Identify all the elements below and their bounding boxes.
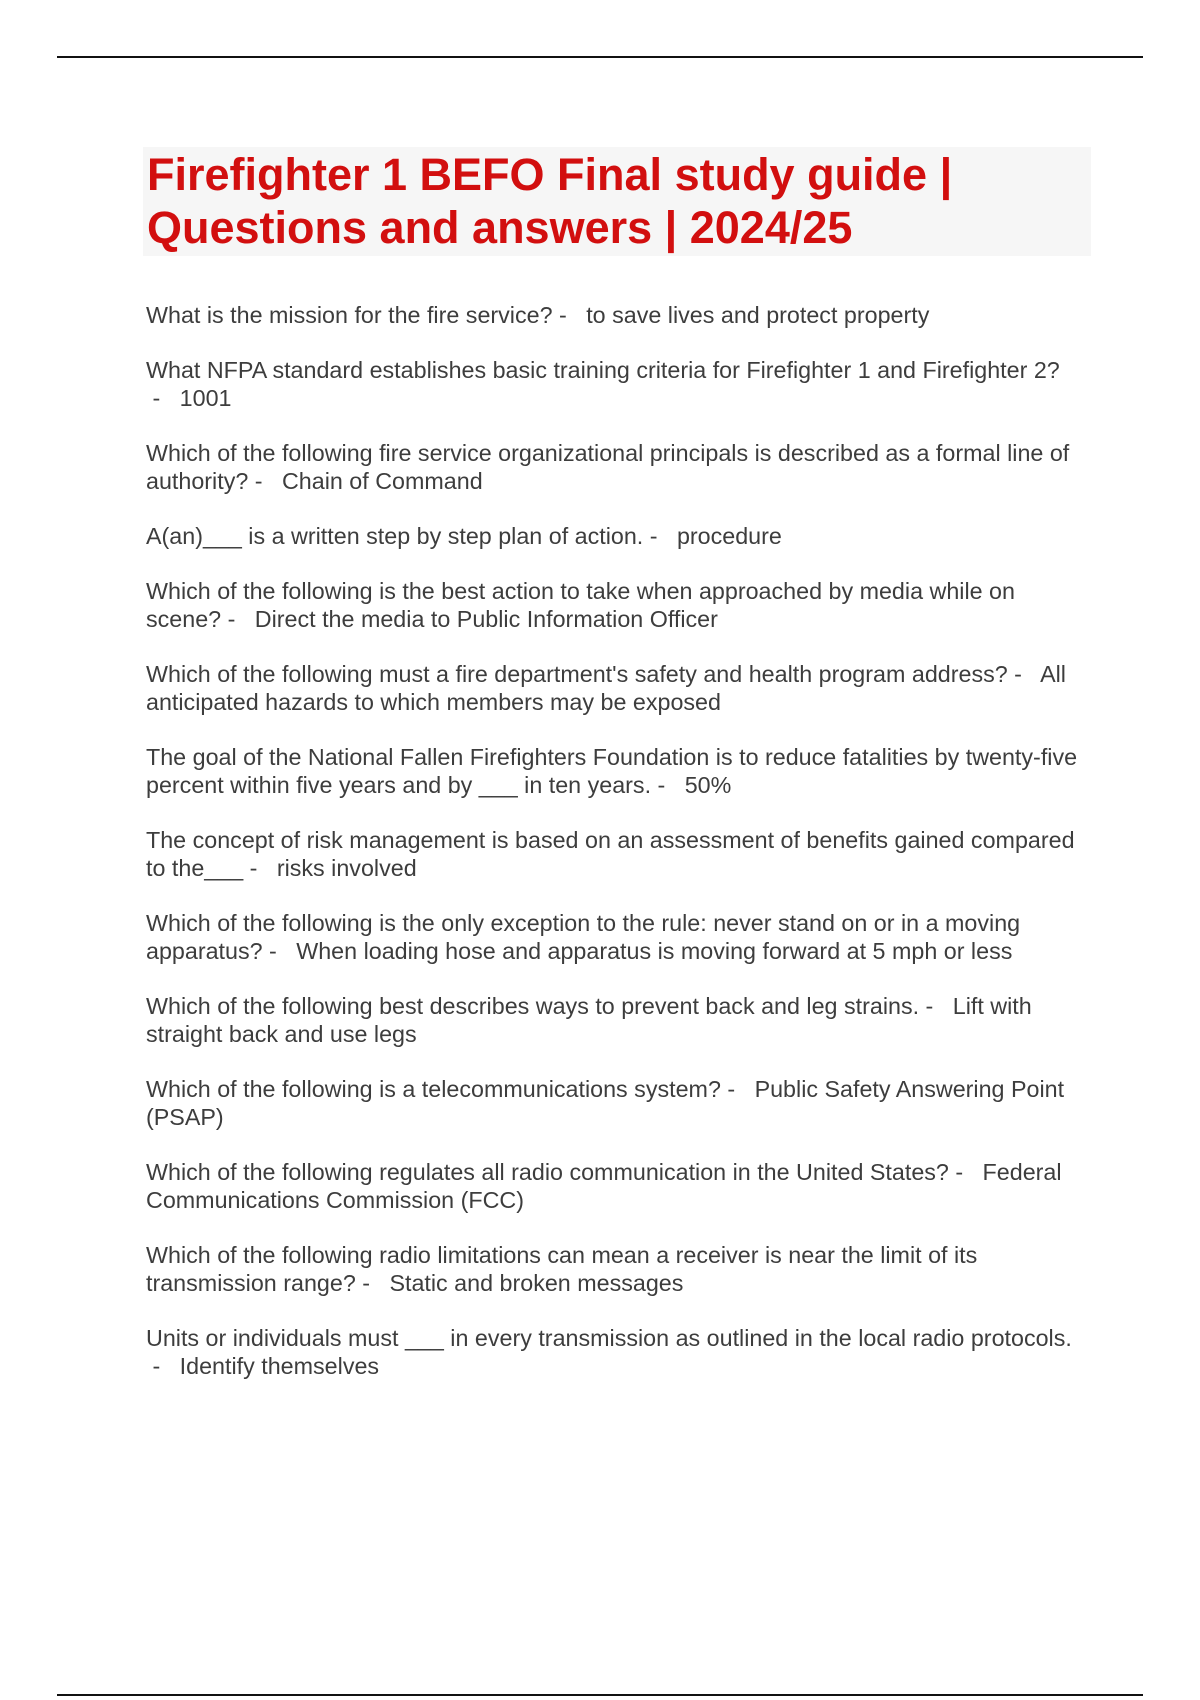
qa-item [146, 439, 1086, 495]
qa-item [146, 356, 1086, 412]
question-text: Which of the following fire service organizational principals is described as a formal line of authority? [146, 440, 1070, 494]
qa-separator: - [919, 993, 953, 1019]
answer-text: Direct the media to Public Information Officer [254, 606, 718, 632]
qa-separator: - [243, 855, 277, 881]
qa-item [146, 992, 1086, 1048]
qa-separator: - [221, 606, 255, 632]
qa-separator: - [643, 523, 677, 549]
question-text: The concept of risk management is based on an assessment of benefits gained compared to the___ [146, 827, 1075, 881]
question-text: The goal of the National Fallen Firefighters Foundation is to reduce fatalities by twenty-five percent within five years and by ___ in ten years. [146, 744, 1078, 798]
qa-separator: - [651, 772, 685, 798]
qa-item [146, 909, 1086, 965]
answer-text: Identify themselves [179, 1353, 380, 1379]
answer-text: All anticipated hazards to which members may be exposed [146, 661, 1066, 715]
question-text: Which of the following must a fire department's safety and health program address? [146, 661, 1008, 687]
qa-separator: - [146, 1353, 180, 1379]
question-text: A(an)___ is a written step by step plan of action. [146, 523, 644, 549]
answer-text: Lift with straight back and use legs [146, 993, 1032, 1047]
question-text: Which of the following radio limitations can mean a receiver is near the limit of its transmission range? [146, 1242, 978, 1296]
qa-separator: - [248, 468, 282, 494]
answer-text: 1001 [179, 385, 232, 411]
qa-separator: - [262, 938, 297, 964]
qa-item [146, 577, 1086, 633]
qa-item [146, 1241, 1086, 1297]
question-text: Which of the following is the only exception to the rule: never stand on or in a moving apparatus? [146, 910, 1021, 964]
qa-item [146, 660, 1086, 716]
qa-separator: - [355, 1270, 390, 1296]
answer-text: to save lives and protect property [586, 302, 930, 328]
qa-item [146, 1324, 1086, 1380]
title-banner [143, 147, 1091, 256]
qa-separator: - [146, 385, 180, 411]
question-text: Which of the following best describes ways to prevent back and leg strains. [146, 993, 920, 1019]
question-text: Which of the following regulates all radio communication in the United States? [146, 1159, 949, 1185]
qa-separator: - [1007, 661, 1041, 687]
qa-item [146, 1158, 1086, 1214]
bottom-rule [57, 1694, 1143, 1696]
question-text: What NFPA standard establishes basic training criteria for Firefighter 1 and Firefighter 2? [146, 357, 1060, 383]
question-text: Units or individuals must ___ in every transmission as outlined in the local radio protocols. [146, 1325, 1072, 1351]
answer-text: procedure [676, 523, 782, 549]
answer-text: Public Safety Answering Point (PSAP) [146, 1076, 1065, 1130]
qa-item [146, 743, 1086, 799]
qa-list [146, 301, 1086, 1407]
qa-separator: - [552, 302, 587, 328]
answer-text: 50% [684, 772, 732, 798]
qa-separator: - [720, 1076, 755, 1102]
question-text: What is the mission for the fire service? [146, 302, 553, 328]
qa-separator: - [948, 1159, 983, 1185]
answer-text: Chain of Command [281, 468, 483, 494]
top-rule [57, 56, 1143, 58]
document-title: Firefighter 1 BEFO Final study guide | Questions and answers | 2024/25 [147, 149, 953, 253]
answer-text: Static and broken messages [389, 1270, 684, 1296]
qa-item [146, 522, 1086, 550]
answer-text: Federal Communications Commission (FCC) [146, 1159, 1062, 1213]
qa-item [146, 826, 1086, 882]
answer-text: risks involved [276, 855, 417, 881]
answer-text: When loading hose and apparatus is moving forward at 5 mph or less [296, 938, 1013, 964]
qa-item [146, 301, 1086, 329]
question-text: Which of the following is a telecommunications system? [146, 1076, 721, 1102]
question-text: Which of the following is the best action to take when approached by media while on scene? [146, 578, 1015, 632]
qa-item [146, 1075, 1086, 1131]
